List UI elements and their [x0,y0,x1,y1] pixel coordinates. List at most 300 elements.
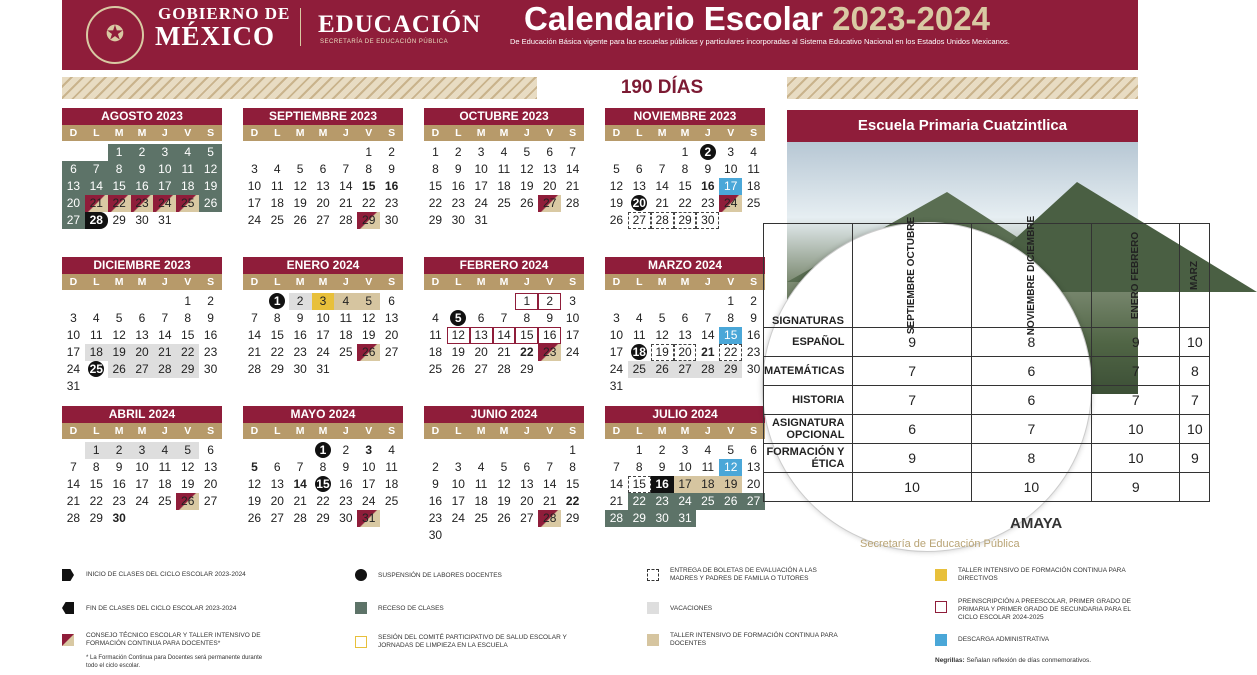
day-cell: 19 [247,494,262,508]
weekday-letter: D [69,127,78,139]
vacaciones-swatch-icon [647,602,659,614]
day-cell: 16 [701,179,715,193]
day-cell: 30 [746,362,761,376]
weekday-letter: S [207,276,215,288]
weekday-header [243,125,403,141]
day-grid [243,442,403,527]
weekday-letter: V [727,425,735,437]
day-grid [424,144,584,229]
grades-value [1180,473,1210,502]
day-cell: 17 [66,345,81,359]
day-cell: 1 [727,294,735,308]
grades-subject [764,473,853,502]
day-cell: 16 [651,476,674,493]
day-cell: 28 [651,212,674,229]
day-cell: 14 [158,328,172,342]
legend-cte-note: * La Formación Continua para Docentes será permanente durante todo el ciclo escolar. [86,655,263,669]
day-cell: 14 [293,477,307,491]
weekday-letter: M [476,425,486,437]
month-2 [424,108,584,229]
day-cell [628,195,651,212]
day-cell: 21 [66,494,81,508]
day-cell: 10 [316,311,330,325]
grades-value: 10 [1180,328,1210,357]
day-cell: 4 [432,311,439,325]
day-cell: 14 [701,328,715,342]
day-cell: 31 [158,213,172,227]
day-cell: 11 [158,460,172,474]
day-cell: 29 [674,212,697,229]
month-5 [243,257,403,378]
day-cell: 18 [384,477,399,491]
day-cell: 6 [750,443,757,457]
cte-swatch-icon [62,634,74,646]
day-cell: 21 [609,494,624,508]
day-cell: 24 [609,362,624,376]
weekday-letter: V [184,127,192,139]
empty-day [696,293,719,310]
weekday-letter: S [207,127,215,139]
weekday-letter: M [657,127,667,139]
day-cell: 7 [70,460,77,474]
grades-value: 7 [853,357,971,386]
day-cell: 7 [569,145,576,159]
day-cell: 23 [538,344,561,361]
day-cell: 16 [112,477,126,491]
day-cell: 9 [432,477,439,491]
weekday-letter: D [250,425,259,437]
weekday-letter: V [546,425,554,437]
day-cell: 12 [497,477,511,491]
day-cell: 31 [674,510,697,527]
day-cell: 6 [681,311,689,325]
weekday-letter: S [750,276,758,288]
month-title: FEBRERO 2024 [424,257,584,274]
day-cell: 25 [474,511,488,525]
month-title: MAYO 2024 [243,406,403,423]
weekday-letter: J [342,276,349,288]
day-cell: 23 [293,345,307,359]
day-cell: 7 [161,311,169,325]
month-6 [424,257,584,378]
empty-day [108,293,131,310]
weekday-letter: V [184,276,192,288]
day-cell: 12 [520,162,534,176]
decorative-band [62,77,1138,99]
legend-boleta: ENTREGA DE BOLETAS DE EVALUACIÓN A LAS MADRES Y PADRES DE FAMILIA O TUTORES [670,567,817,583]
page-subtitle: De Educación Básica vigente para las escuelas públicas y particulares incorporadas al Sistema Educativo Nacional en los Estados Unidos Mexicanos. [510,37,1010,46]
day-cell: 11 [747,162,760,176]
day-cell: 30 [451,213,465,227]
weekday-letter: M [295,425,305,437]
day-cell: 2 [454,145,462,159]
taller-docentes-swatch-icon [647,634,659,646]
day-cell: 12 [112,328,126,342]
day-cell: 6 [635,162,643,176]
day-cell: 21 [497,345,511,359]
day-cell: 14 [655,179,669,193]
weekday-letter: M [318,127,328,139]
grades-row [764,328,1210,357]
day-cell: 23 [339,494,353,508]
day-cell: 17 [153,178,176,195]
signature-footer: Secretaría de Educación Pública [860,538,1020,550]
grades-value: 9 [1092,473,1180,502]
day-cell: 24 [674,493,697,510]
empty-day [243,442,266,459]
day-cell: 2 [750,294,757,308]
day-cell: 26 [357,344,380,361]
empty-day [628,144,651,161]
day-cell: 21 [247,345,262,359]
day-cell: 4 [635,311,643,325]
day-cell: 24 [247,213,262,227]
grades-value: 7 [1092,357,1180,386]
day-cell: 28 [339,213,353,227]
grades-value: 7 [1180,386,1210,415]
day-cell: 18 [339,328,353,342]
day-grid [62,293,222,395]
day-cell: 28 [66,511,81,525]
weekday-letter: L [636,127,643,139]
weekday-letter: V [184,425,192,437]
day-cell: 20 [203,477,218,491]
weekday-letter: J [523,127,530,139]
day-cell: 22 [719,344,742,361]
day-cell: 26 [719,493,742,510]
empty-day [470,293,493,310]
day-cell: 16 [746,328,761,342]
weekday-letter: D [431,276,440,288]
day-cell: 1 [184,294,192,308]
day-cell: 31 [474,213,488,227]
day-cell: 12 [293,179,307,193]
day-cell: 11 [633,328,646,342]
empty-day [153,293,176,310]
day-cell: 30 [384,213,399,227]
weekday-letter: M [137,127,147,139]
day-cell: 22 [628,493,651,510]
day-cell: 10 [362,460,376,474]
weekday-letter: V [365,276,373,288]
day-cell: 9 [658,460,666,474]
legend-directivos: TALLER INTENSIVO DE FORMACIÓN CONTINUA PARA DIRECTIVOS [958,567,1126,583]
day-cell: 16 [131,178,154,195]
grades-value: 6 [971,386,1091,415]
day-cell: 27 [520,511,534,525]
day-cell: 26 [293,213,307,227]
day-cell: 8 [319,460,327,474]
day-cell: 20 [746,477,761,491]
weekday-letter: J [342,127,349,139]
receso-swatch-icon [355,602,367,614]
day-cell: 18 [696,476,719,493]
weekday-letter: V [727,127,735,139]
weekday-header [62,274,222,290]
empty-day [62,293,85,310]
preinscripcion-swatch-icon [935,601,947,613]
day-cell: 25 [746,196,761,210]
day-cell: 15 [719,327,742,344]
day-cell: 11 [176,161,199,178]
weekday-letter: S [569,276,577,288]
day-cell: 26 [520,196,534,210]
day-cell: 6 [546,145,554,159]
month-title: JULIO 2024 [605,406,765,423]
weekday-letter: V [727,276,735,288]
day-cell: 20 [543,179,557,193]
day-cell: 20 [62,195,85,212]
day-cell: 15 [108,178,131,195]
weekday-letter: S [388,127,396,139]
weekday-header [605,125,765,141]
empty-day [651,293,674,310]
empty-day [266,442,289,459]
day-cell: 29 [176,361,199,378]
day-cell: 8 [523,311,531,325]
weekday-letter: V [365,425,373,437]
day-cell: 15 [89,477,103,491]
empty-day [447,293,470,310]
day-cell: 27 [270,511,284,525]
weekday-letter: J [161,425,168,437]
day-cell: 23 [746,345,761,359]
day-cell: 31 [609,379,624,393]
day-cell: 9 [454,162,462,176]
day-cell: 24 [135,494,149,508]
weekday-letter: L [455,276,462,288]
day-cell: 23 [701,196,715,210]
day-cell: 23 [428,511,443,525]
day-cell: 5 [658,311,666,325]
day-cell: 8 [635,460,643,474]
fin-swatch-icon [62,602,74,614]
salud-swatch-icon [355,636,367,648]
weekday-letter: L [274,127,281,139]
day-cell: 26 [497,511,511,525]
day-cell: 11 [339,311,353,325]
legend-fin: FIN DE CLASES DEL CICLO ESCOLAR 2023-2024 [86,605,237,612]
weekday-letter: J [161,276,168,288]
weekday-letter: J [523,425,530,437]
day-cell: 23 [131,195,154,212]
day-cell: 3 [727,145,735,159]
day-cell: 10 [247,179,262,193]
day-cell: 7 [296,460,304,474]
day-cell: 6 [62,161,85,178]
day-cell: 29 [89,511,103,525]
day-cell: 19 [451,345,465,359]
day-cell: 27 [131,361,154,378]
day-cell: 3 [569,294,576,308]
weekday-letter: M [295,127,305,139]
day-cell: 30 [135,213,149,227]
day-cell: 13 [678,328,692,342]
day-cell: 4 [273,162,281,176]
day-cell: 24 [474,196,488,210]
day-cell: 10 [474,162,488,176]
day-cell [312,442,335,459]
day-cell: 6 [138,311,146,325]
day-cell: 21 [655,196,669,210]
weekday-letter: D [612,425,621,437]
day-cell: 2 [432,460,439,474]
grades-value: 6 [971,357,1091,386]
day-cell: 10 [66,328,81,342]
suspension-day: 1 [269,293,285,309]
day-cell: 25 [497,196,511,210]
day-cell: 30 [203,362,218,376]
day-cell: 17 [609,345,624,359]
grades-value: 7 [853,386,971,415]
month-9 [243,406,403,527]
suspension-day: 15 [316,477,330,491]
legend-negritas-label: Negrillas: [935,657,965,664]
day-cell: 10 [451,477,465,491]
empty-day [85,293,108,310]
weekday-letter: M [657,425,667,437]
day-cell: 12 [199,161,222,178]
day-cell: 3 [131,442,154,459]
legend-inicio: INICIO DE CLASES DEL CICLO ESCOLAR 2023-2024 [86,571,246,578]
empty-day [605,442,628,459]
day-cell: 20 [131,344,154,361]
weekday-letter: M [137,276,147,288]
month-1 [243,108,403,229]
day-cell: 20 [270,494,284,508]
grades-value: 9 [853,328,971,357]
grades-value: 8 [1180,357,1210,386]
weekday-letter: D [612,276,621,288]
weekday-letter: J [342,425,349,437]
day-cell: 21 [701,345,715,359]
month-11 [605,406,765,527]
day-cell: 25 [176,195,199,212]
day-cell: 11 [701,460,715,474]
weekday-letter: D [250,276,259,288]
day-cell: 29 [316,511,330,525]
day-cell: 21 [565,179,580,193]
grades-value: 7 [1092,386,1180,415]
day-cell: 19 [520,179,534,193]
grades-col-header: MARZ [1180,224,1210,328]
day-cell: 22 [270,345,284,359]
day-cell: 24 [719,195,742,212]
weekday-letter: D [69,425,78,437]
day-cell: 19 [293,196,307,210]
day-cell: 18 [158,477,172,491]
day-cell: 25 [158,494,172,508]
grades-col-header: ENERO FEBRERO [1092,224,1180,328]
day-cell: 29 [428,213,443,227]
day-cell: 5 [176,442,199,459]
grades-value: 10 [853,473,971,502]
day-cell: 24 [451,511,465,525]
day-cell: 6 [207,443,214,457]
empty-day [651,144,674,161]
grades-subject: ASIGNATURA OPCIONAL [764,415,853,444]
day-cell: 18 [474,494,488,508]
day-cell: 17 [362,477,376,491]
day-cell: 18 [497,179,511,193]
weekday-letter: S [569,127,577,139]
day-cell: 31 [357,510,380,527]
day-grid [605,442,765,527]
weekday-letter: L [93,425,100,437]
day-cell: 8 [92,460,100,474]
day-cell: 14 [609,477,624,491]
empty-day [85,144,108,161]
grades-row [764,473,1210,502]
day-cell: 12 [609,179,624,193]
day-cell [447,310,470,327]
grades-value: 10 [971,473,1091,502]
day-grid [243,293,403,378]
grades-col-header: SEPTIEMBRE OCTUBRE [853,224,971,328]
day-cell: 18 [270,196,284,210]
day-cell: 9 [342,460,350,474]
day-cell: 13 [270,477,284,491]
day-cell: 13 [316,179,330,193]
day-cell [85,361,108,378]
title-main: Calendario Escolar [524,0,823,37]
day-cell: 21 [153,344,176,361]
weekday-letter: V [546,127,554,139]
weekday-header [62,423,222,439]
grades-col-header: NOVIEMBRE DICIEMBRE [971,224,1091,328]
day-cell: 11 [385,460,398,474]
day-cell: 24 [565,345,580,359]
weekday-letter: S [750,425,758,437]
day-cell: 23 [384,196,399,210]
weekday-letter: M [499,127,509,139]
day-cell: 3 [454,460,462,474]
day-cell: 17 [674,476,697,493]
day-cell: 11 [90,328,103,342]
directivos-swatch-icon [935,569,947,581]
weekday-letter: L [636,425,643,437]
empty-day [493,442,516,459]
month-title: MARZO 2024 [605,257,765,274]
day-cell: 26 [247,511,262,525]
day-cell: 16 [339,477,353,491]
day-cell: 26 [451,362,465,376]
weekday-header [605,274,765,290]
day-grid [605,293,765,395]
empty-day [312,144,335,161]
day-cell: 31 [316,362,330,376]
day-cell: 26 [108,361,131,378]
weekday-header [605,423,765,439]
day-cell: 28 [565,196,580,210]
weekday-letter: M [680,276,690,288]
day-cell: 17 [135,477,149,491]
empty-day [289,442,312,459]
grades-value: 9 [1180,444,1210,473]
weekday-header [243,274,403,290]
day-cell: 23 [451,196,465,210]
day-cell: 26 [609,213,624,227]
weekday-letter: D [250,127,259,139]
day-cell: 5 [251,460,258,474]
day-cell: 20 [474,345,488,359]
day-cell: 5 [357,293,380,310]
day-cell: 19 [362,328,376,342]
day-cell: 11 [429,328,442,342]
day-cell: 19 [108,344,131,361]
weekday-letter: M [318,425,328,437]
suspension-day: 2 [700,144,716,160]
